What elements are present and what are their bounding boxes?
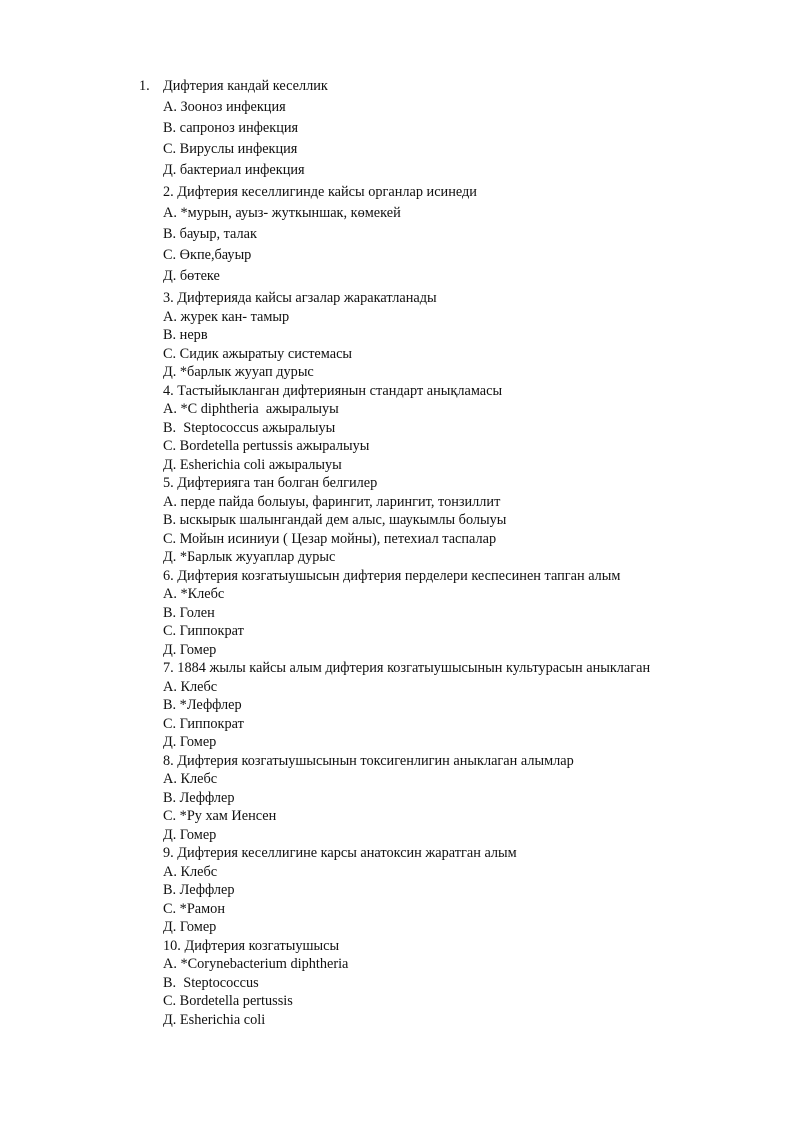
- document-line: А. *Corynebacterium diphtheria: [163, 956, 349, 972]
- document-line: В. Steptococcus ажыралыуы: [163, 420, 336, 436]
- document-line: С. Bordetella pertussis: [163, 993, 293, 1009]
- document-line: 8. Дифтерия козгатыушысынын токсигенлигин аныклаган алымлар: [163, 753, 574, 769]
- document-line: В. сапроноз инфекция: [163, 120, 299, 136]
- document-line: В. Леффлер: [163, 882, 235, 898]
- document-line: 6. Дифтерия козгатыушысын дифтерия перделери кеспесинен тапган алым: [163, 568, 621, 584]
- list-number: 1.: [139, 78, 150, 94]
- document-line: А. *мурын, ауыз- жуткыншак, көмекей: [163, 205, 401, 221]
- document-line: С. Гиппократ: [163, 716, 244, 732]
- document-line: А. *Клебс: [163, 586, 225, 602]
- document-line: 3. Дифтерияда кайсы агзалар жаракатланады: [163, 290, 437, 306]
- document-line: Д. Гомер: [163, 919, 217, 935]
- document-line: С. Сидик ажыратыу системасы: [163, 346, 353, 362]
- document-line: А. Клебс: [163, 679, 218, 695]
- document-line: 2. Дифтерия кеселлигинде кайсы органлар исинеди: [163, 184, 477, 200]
- document-line: Д. Гомер: [163, 734, 217, 750]
- document-line: А. Клебс: [163, 771, 218, 787]
- document-line: С. *Ру хам Иенсен: [163, 808, 277, 824]
- document-line: В. *Леффлер: [163, 697, 242, 713]
- document-line: Д. Esherichia coli ажыралыуы: [163, 457, 342, 473]
- document-line: В. ыскырык шалынгандай дем алыс, шаукымлы болыуы: [163, 512, 507, 528]
- document-line: В. бауыр, талак: [163, 226, 257, 242]
- document-line: Д. *барлык жууап дурыс: [163, 364, 314, 380]
- document-line: А. Клебс: [163, 864, 218, 880]
- document-line: Д. бактериал инфекция: [163, 162, 305, 178]
- document-line: С. Гиппократ: [163, 623, 244, 639]
- document-line: 10. Дифтерия козгатыушысы: [163, 938, 340, 954]
- document-line: В. Steptococcus: [163, 975, 259, 991]
- document-line: Д. Гомер: [163, 642, 217, 658]
- document-line: А. журек кан- тамыр: [163, 309, 290, 325]
- document-line: А. Зооноз инфекция: [163, 99, 286, 115]
- document-line: В. нерв: [163, 327, 208, 343]
- document-line: Д. Esherichia coli: [163, 1012, 266, 1028]
- document-line: Д. *Барлык жууаплар дурыс: [163, 549, 336, 565]
- document-line: С. Мойын исиниуи ( Цезар мойны), петехиал таспалар: [163, 531, 497, 547]
- document-line: С. Вируслы инфекция: [163, 141, 298, 157]
- document-line: В. Леффлер: [163, 790, 235, 806]
- document-line: А. перде пайда болыуы, фарингит, ларингит, тонзиллит: [163, 494, 501, 510]
- document-line: Дифтерия кандай кеселлик: [163, 78, 328, 94]
- document-line: С. Өкпе,бауыр: [163, 247, 252, 263]
- document-line: 4. Тастыйыкланган дифтериянын стандарт анықламасы: [163, 383, 503, 399]
- document-line: Д. Гомер: [163, 827, 217, 843]
- document-line: С. *Рамон: [163, 901, 225, 917]
- document-line: В. Голен: [163, 605, 215, 621]
- document-line: 9. Дифтерия кеселлигине карсы анатоксин жаратган алым: [163, 845, 517, 861]
- document-line: 7. 1884 жылы кайсы алым дифтерия козгатыушысынын культурасын аныклаган: [163, 660, 651, 676]
- document-line: А. *C diphtheria ажыралыуы: [163, 401, 339, 417]
- document-line: С. Bordetella pertussis ажыралыуы: [163, 438, 370, 454]
- document-line: Д. бөтеке: [163, 268, 220, 284]
- document-line: 5. Дифтерияга тан болган белгилер: [163, 475, 378, 491]
